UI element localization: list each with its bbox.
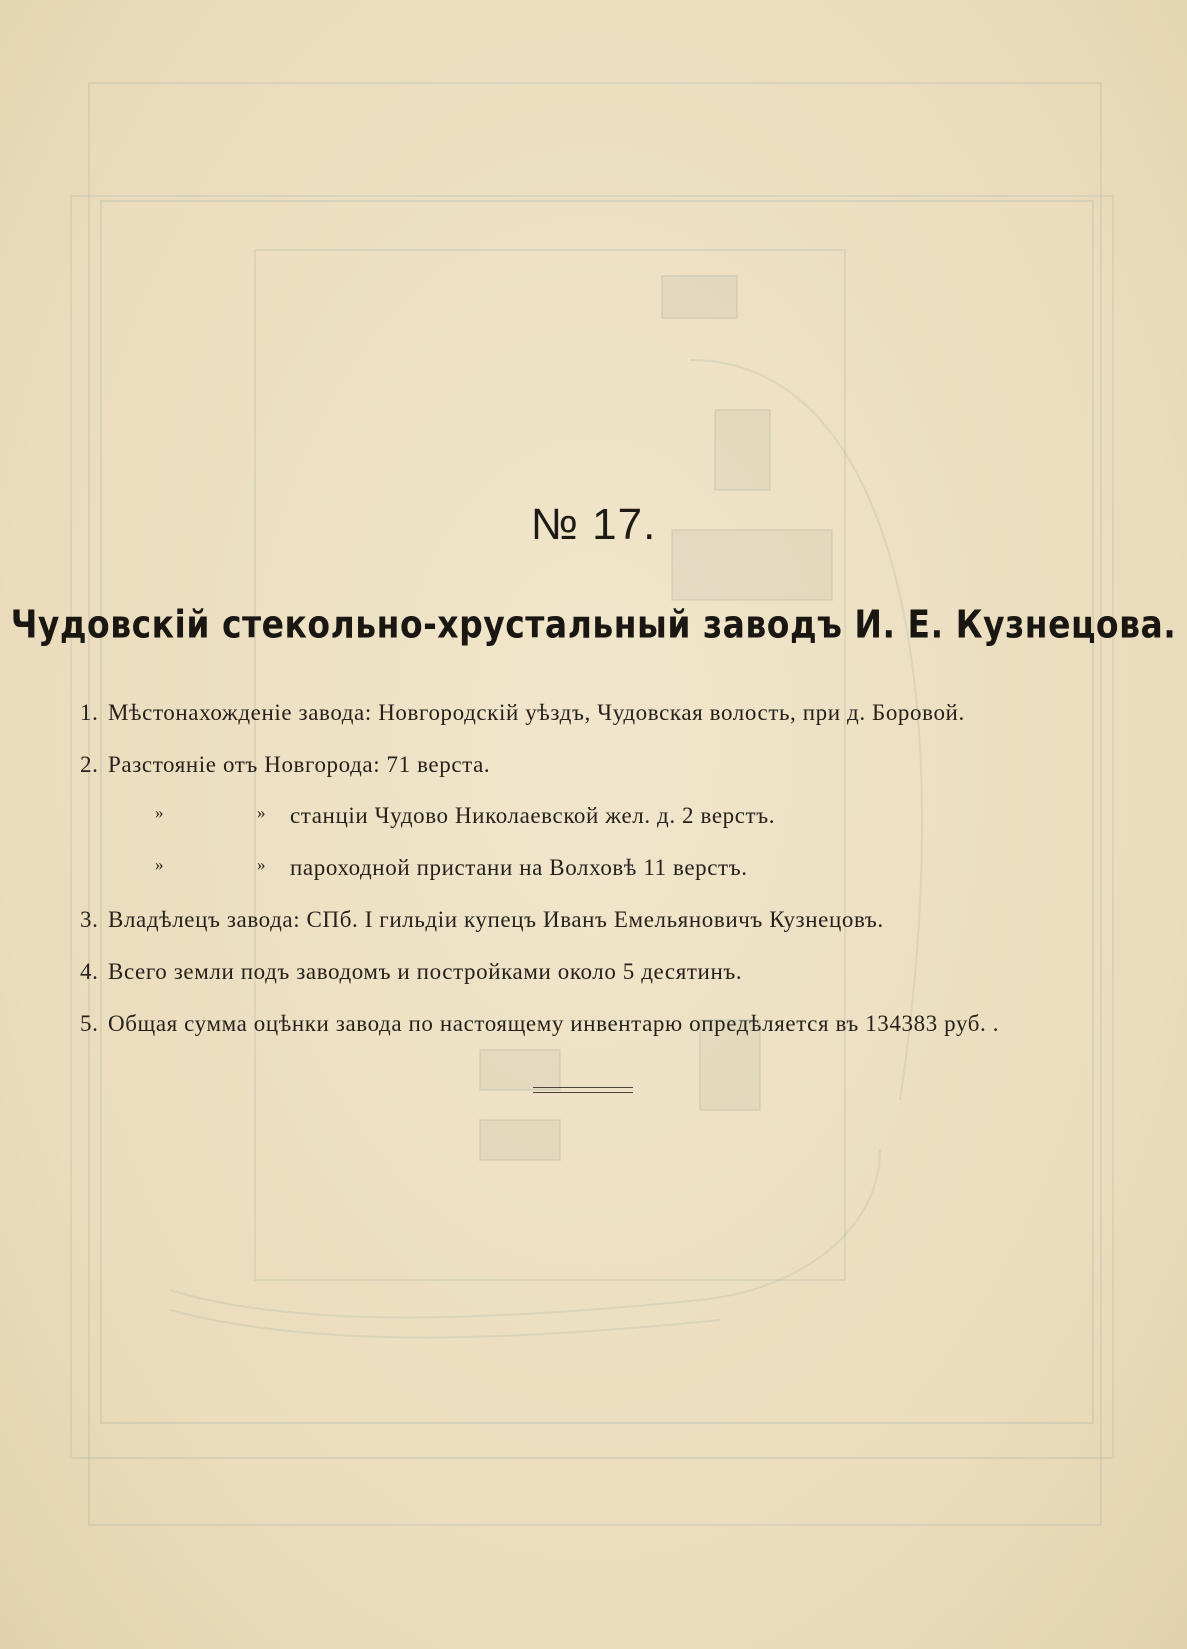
item-text: пароходной пристани на Волховѣ 11 верстъ. bbox=[290, 855, 748, 880]
item-text: Разстояніе отъ Новгорода: 71 верста. bbox=[108, 752, 491, 777]
item-text: Мѣстонахожденіе завода: Новгородскій уѣздъ, Чудовская волость, при д. Боровой. bbox=[108, 700, 965, 725]
ditto-mark: » bbox=[155, 855, 165, 874]
divider-rule bbox=[533, 1087, 633, 1088]
item-number: 2. bbox=[80, 752, 99, 777]
item-number: 1. bbox=[80, 700, 99, 725]
document-number: № 17. bbox=[530, 500, 657, 549]
document-title: Чудовскій стекольно-хрустальный заводъ И. Е. Кузнецова. bbox=[10, 602, 1177, 647]
divider-rule bbox=[533, 1092, 633, 1093]
item-number: 3. bbox=[80, 907, 99, 932]
ditto-mark: » bbox=[257, 803, 267, 822]
item-text: Общая сумма оцѣнки завода по настоящему инвентарю опредѣляется въ 134383 руб. . bbox=[108, 1011, 1000, 1036]
ditto-mark: » bbox=[257, 855, 267, 874]
item-text: Владѣлецъ завода: СПб. I гильдіи купецъ Иванъ Емельяновичъ Кузнецовъ. bbox=[108, 907, 884, 932]
item-number: 5. bbox=[80, 1011, 99, 1036]
item-text: Всего земли подъ заводомъ и постройками около 5 десятинъ. bbox=[108, 959, 743, 984]
item-number: 4. bbox=[80, 959, 99, 984]
item-text: станціи Чудово Николаевской жел. д. 2 верстъ. bbox=[290, 803, 776, 828]
ditto-mark: » bbox=[155, 803, 165, 822]
